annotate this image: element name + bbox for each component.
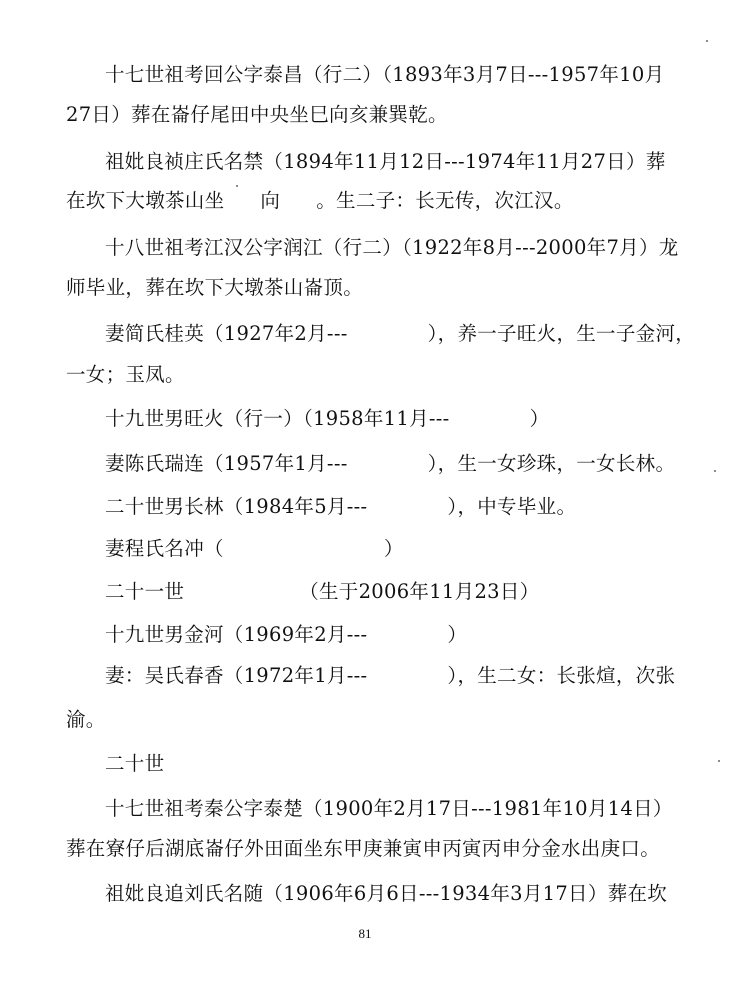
text-line: 妻：吴氏春香（1972年1月--- ），生二女：长张煊，次张 xyxy=(105,664,676,687)
text-line: 妻程氏名冲（ ） xyxy=(105,537,404,560)
text-line: 十九世男金河（1969年2月--- ） xyxy=(105,623,468,646)
text-line: 27日）葬在崙仔尾田中央坐巳向亥兼巽乾。 xyxy=(66,103,448,126)
scan-speck xyxy=(706,40,708,42)
text-line: 祖妣良祯庄氏名禁（1894年11月12日---1974年11月27日）葬 xyxy=(105,150,666,173)
text-line: 十七世祖考秦公字泰楚（1900年2月17日---1981年10月14日） xyxy=(105,797,673,820)
text-line: 十八世祖考江汉公字润江（行二）（1922年8月---2000年7月）龙 xyxy=(105,236,679,259)
text-line: 十九世男旺火（行一）（1958年11月--- ） xyxy=(105,407,550,430)
scan-speck xyxy=(718,760,720,762)
text-line: 十七世祖考回公字泰昌（行二）（1893年3月7日---1957年10月 xyxy=(105,63,665,86)
text-line: 师毕业，葬在坎下大墩茶山崙顶。 xyxy=(66,276,364,299)
scan-speck xyxy=(714,470,716,472)
text-line: 渝。 xyxy=(66,708,106,731)
text-line: 在坎下大墩茶山坐 向 。生二子：长无传，次江汉。 xyxy=(66,189,574,212)
page-number: 81 xyxy=(358,926,372,941)
text-line: 祖妣良追刘氏名随（1906年6月6日---1934年3月17日）葬在坎 xyxy=(105,882,668,905)
text-line: 一女；玉凤。 xyxy=(66,363,185,386)
scan-speck xyxy=(236,185,238,187)
text-line: 二十世男长林（1984年5月--- ），中专毕业。 xyxy=(105,495,577,518)
text-line: 妻陈氏瑞连（1957年1月--- ），生一女珍珠，一女长林。 xyxy=(105,452,676,475)
text-line: 妻简氏桂英（1927年2月--- ），养一子旺火，生一子金河， xyxy=(105,322,696,345)
text-line: 二十一世 （生于2006年11月23日） xyxy=(105,580,540,603)
text-line: 二十世 xyxy=(105,752,165,775)
text-line: 葬在寮仔后湖底崙仔外田面坐东甲庚兼寅申丙寅丙申分金水出庚口。 xyxy=(66,837,661,860)
